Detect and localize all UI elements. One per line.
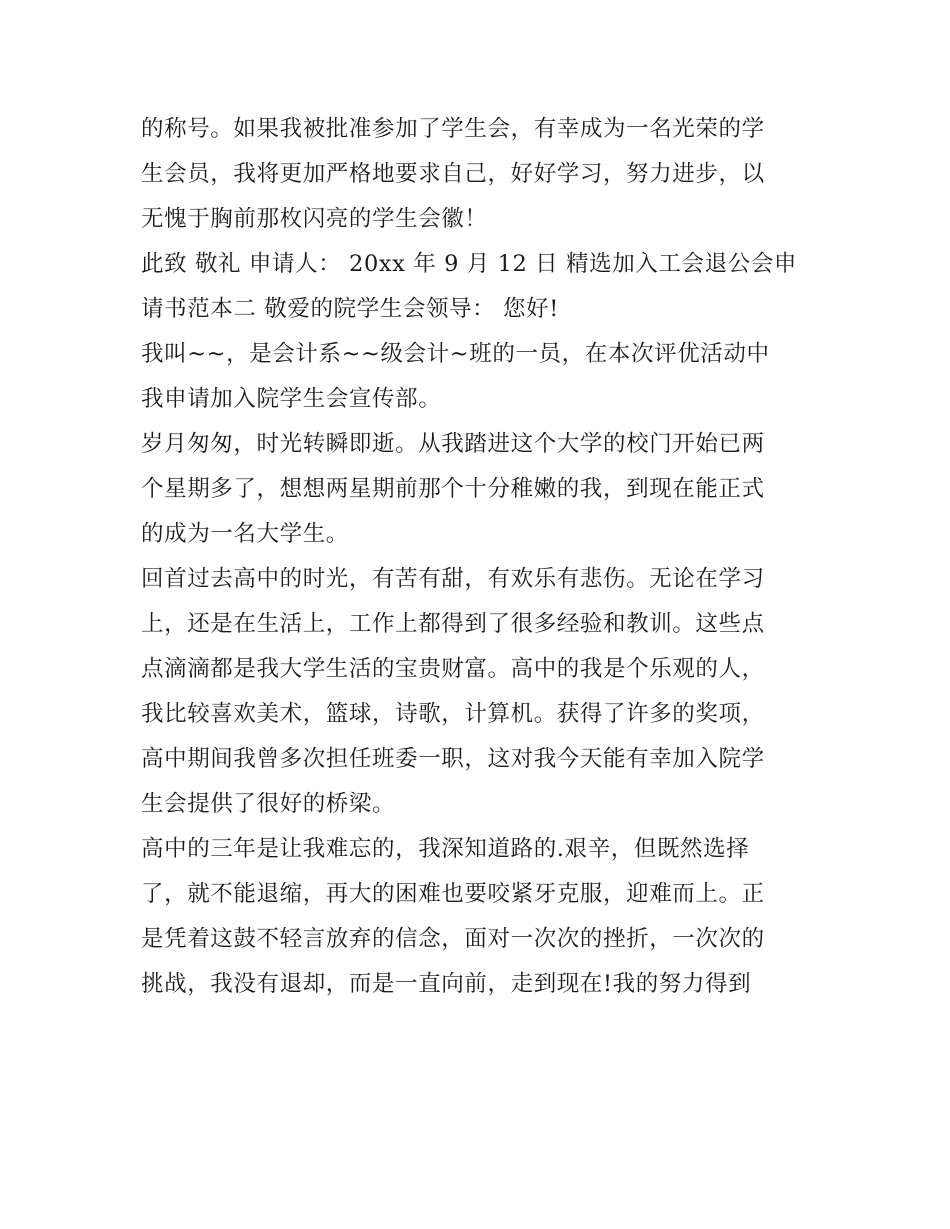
- text-line: 高中期间我曾多次担任班委一职，这对我今天能有幸加入院学: [141, 746, 765, 772]
- text-line: 请书范本二 敬爱的院学生会领导： 您好!: [141, 296, 559, 322]
- text-line: 岁月匆匆，时光转瞬即逝。从我踏进这个大学的校门开始已两: [141, 431, 765, 457]
- text-line: 个星期多了，想想两星期前那个十分稚嫩的我，到现在能正式: [141, 476, 765, 502]
- text-line: 高中的三年是让我难忘的，我深知道路的.艰辛，但既然选择: [141, 836, 750, 862]
- text-line: 上，还是在生活上，工作上都得到了很多经验和教训。这些点: [141, 611, 765, 637]
- text-line: 无愧于胸前那枚闪亮的学生会徽！: [141, 206, 488, 232]
- text-line: 的称号。如果我被批准参加了学生会，有幸成为一名光荣的学: [141, 116, 765, 142]
- text-line: 生会员，我将更加严格地要求自己，好好学习，努力进步，以: [141, 161, 765, 187]
- text-line: 生会提供了很好的桥梁。: [141, 791, 396, 817]
- text-line: 我比较喜欢美术，篮球，诗歌，计算机。获得了许多的奖项，: [141, 701, 765, 727]
- text-line: 我申请加入院学生会宣传部。: [141, 386, 442, 412]
- text-line: 回首过去高中的时光，有苦有甜，有欢乐有悲伤。无论在学习: [141, 566, 765, 592]
- document-body: [141, 107, 813, 1007]
- text-line: 的成为一名大学生。: [141, 521, 349, 547]
- text-line: 我叫~~，是会计系~~级会计~班的一员，在本次评优活动中: [141, 341, 770, 367]
- text-line: 了，就不能退缩，再大的困难也要咬紧牙克服，迎难而上。正: [141, 881, 765, 907]
- text-line: 点滴滴都是我大学生活的宝贵财富。高中的我是个乐观的人，: [141, 656, 765, 682]
- text-line: 此致 敬礼 申请人： 20xx 年 9 月 12 日 精选加入工会退公会申: [141, 251, 798, 277]
- text-line: 是凭着这鼓不轻言放弃的信念，面对一次次的挫折，一次次的: [141, 926, 765, 952]
- text-line: 挑战，我没有退却，而是一直向前，走到现在!我的努力得到: [141, 971, 752, 997]
